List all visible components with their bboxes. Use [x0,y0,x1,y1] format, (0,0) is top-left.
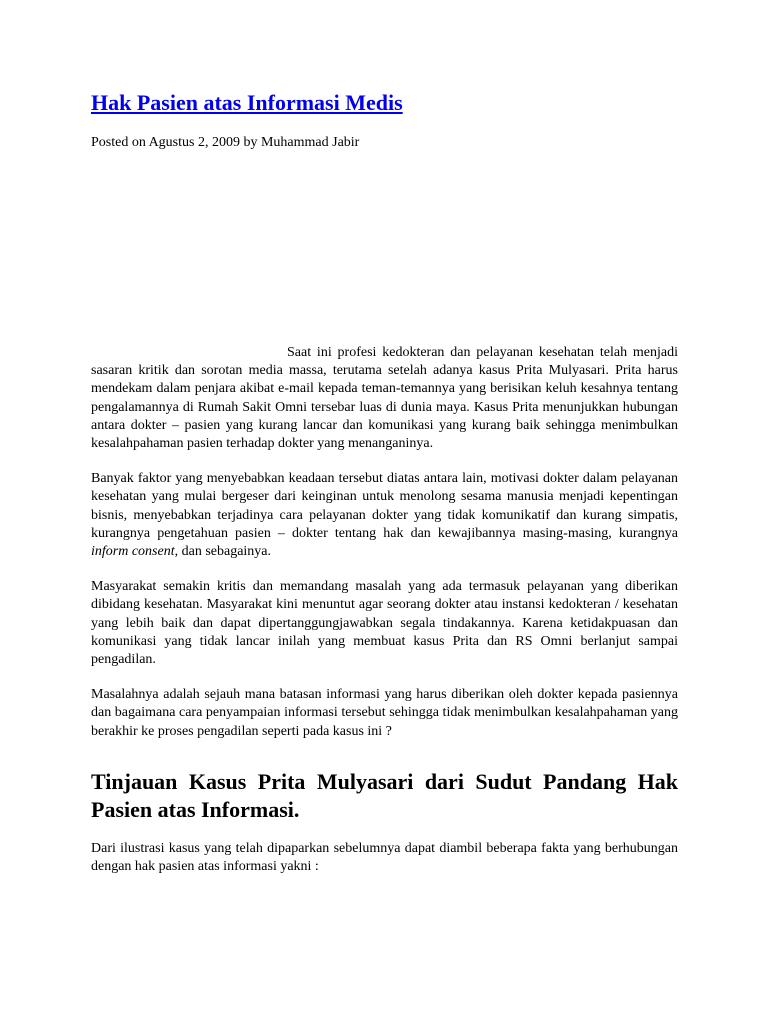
section-heading: Tinjauan Kasus Prita Mulyasari dari Sudut Pandang Hak Pasien atas Informasi. [91,768,678,822]
blank-image-area [91,152,678,344]
paragraph-society: Masyarakat semakin kritis dan memandang masalah yang ada termasuk pelayanan yang diberikan dibidang kesehatan. Masyarakat kini menuntut agar seorang dokter atau instansi kedokteran / kesehatan yang lebih baik dan dapat dipertanggungjawabkan segala tindakannya. Karena ketidakpuasan dan komunikasi yang tidak lancar inilah yang membuat kasus Prita dan RS Omni berlanjut sampai pengadilan. [91,579,678,668]
paragraph-factors-tail: , dan sebagainya. [174,544,272,560]
paragraph-intro: Saat ini profesi kedokteran dan pelayanan kesehatan telah menjadi sasaran kritik dan sorotan media massa, terutama setelah adanya kasus Prita Mulyasari. Prita harus mendekam dalam penjara akibat e-mail kepada teman-temannya yang berisikan keluh kesahnya tentang pengalamannya di Rumah Sakit Omni tersebar luas di dunia maya. Kasus Prita menunjukkan hubungan antara dokter – pasien yang kurang lancar dan komunikasi yang kurang baik sehingga menimbulkan kesalahpahaman pasien terhadap dokter yang menanganinya. [91,345,678,452]
post-meta: Posted on Agustus 2, 2009 by Muhammad Jabir [91,135,360,150]
paragraph-factors-text: Banyak faktor yang menyebabkan keadaan tersebut diatas antara lain, motivasi dokter dalam pelayanan kesehatan yang mulai bergeser dari keinginan untuk menolong sesama manusia menjadi kepentingan bisnis, menyebabkan terjadinya cara pelayanan dokter yang tidak komunikatif dan kurang simpatis, kurangnya pengetahuan pasien – dokter tentang hak dan kewajibannya masing-masing, kurangnya [91,471,678,541]
paragraph-facts-intro: Dari ilustrasi kasus yang telah dipaparkan sebelumnya dapat diambil beberapa fakta yang berhubungan dengan hak pasien atas informasi yakni : [91,840,678,875]
post-title-link[interactable]: Hak Pasien atas Informasi Medis [91,90,403,115]
post-title [91,88,678,118]
paragraph-problem: Masalahnya adalah sejauh mana batasan informasi yang harus diberikan oleh dokter kepada pasiennya dan bagaimana cara penyampaian informasi tersebut sehingga tidak menimbulkan kesalahpahaman yang berakhir ke proses pengadilan seperti pada kasus ini ? [91,687,678,739]
document-page [91,88,678,893]
inform-consent-term: inform consent [91,544,175,560]
paragraph-factors [91,470,678,561]
